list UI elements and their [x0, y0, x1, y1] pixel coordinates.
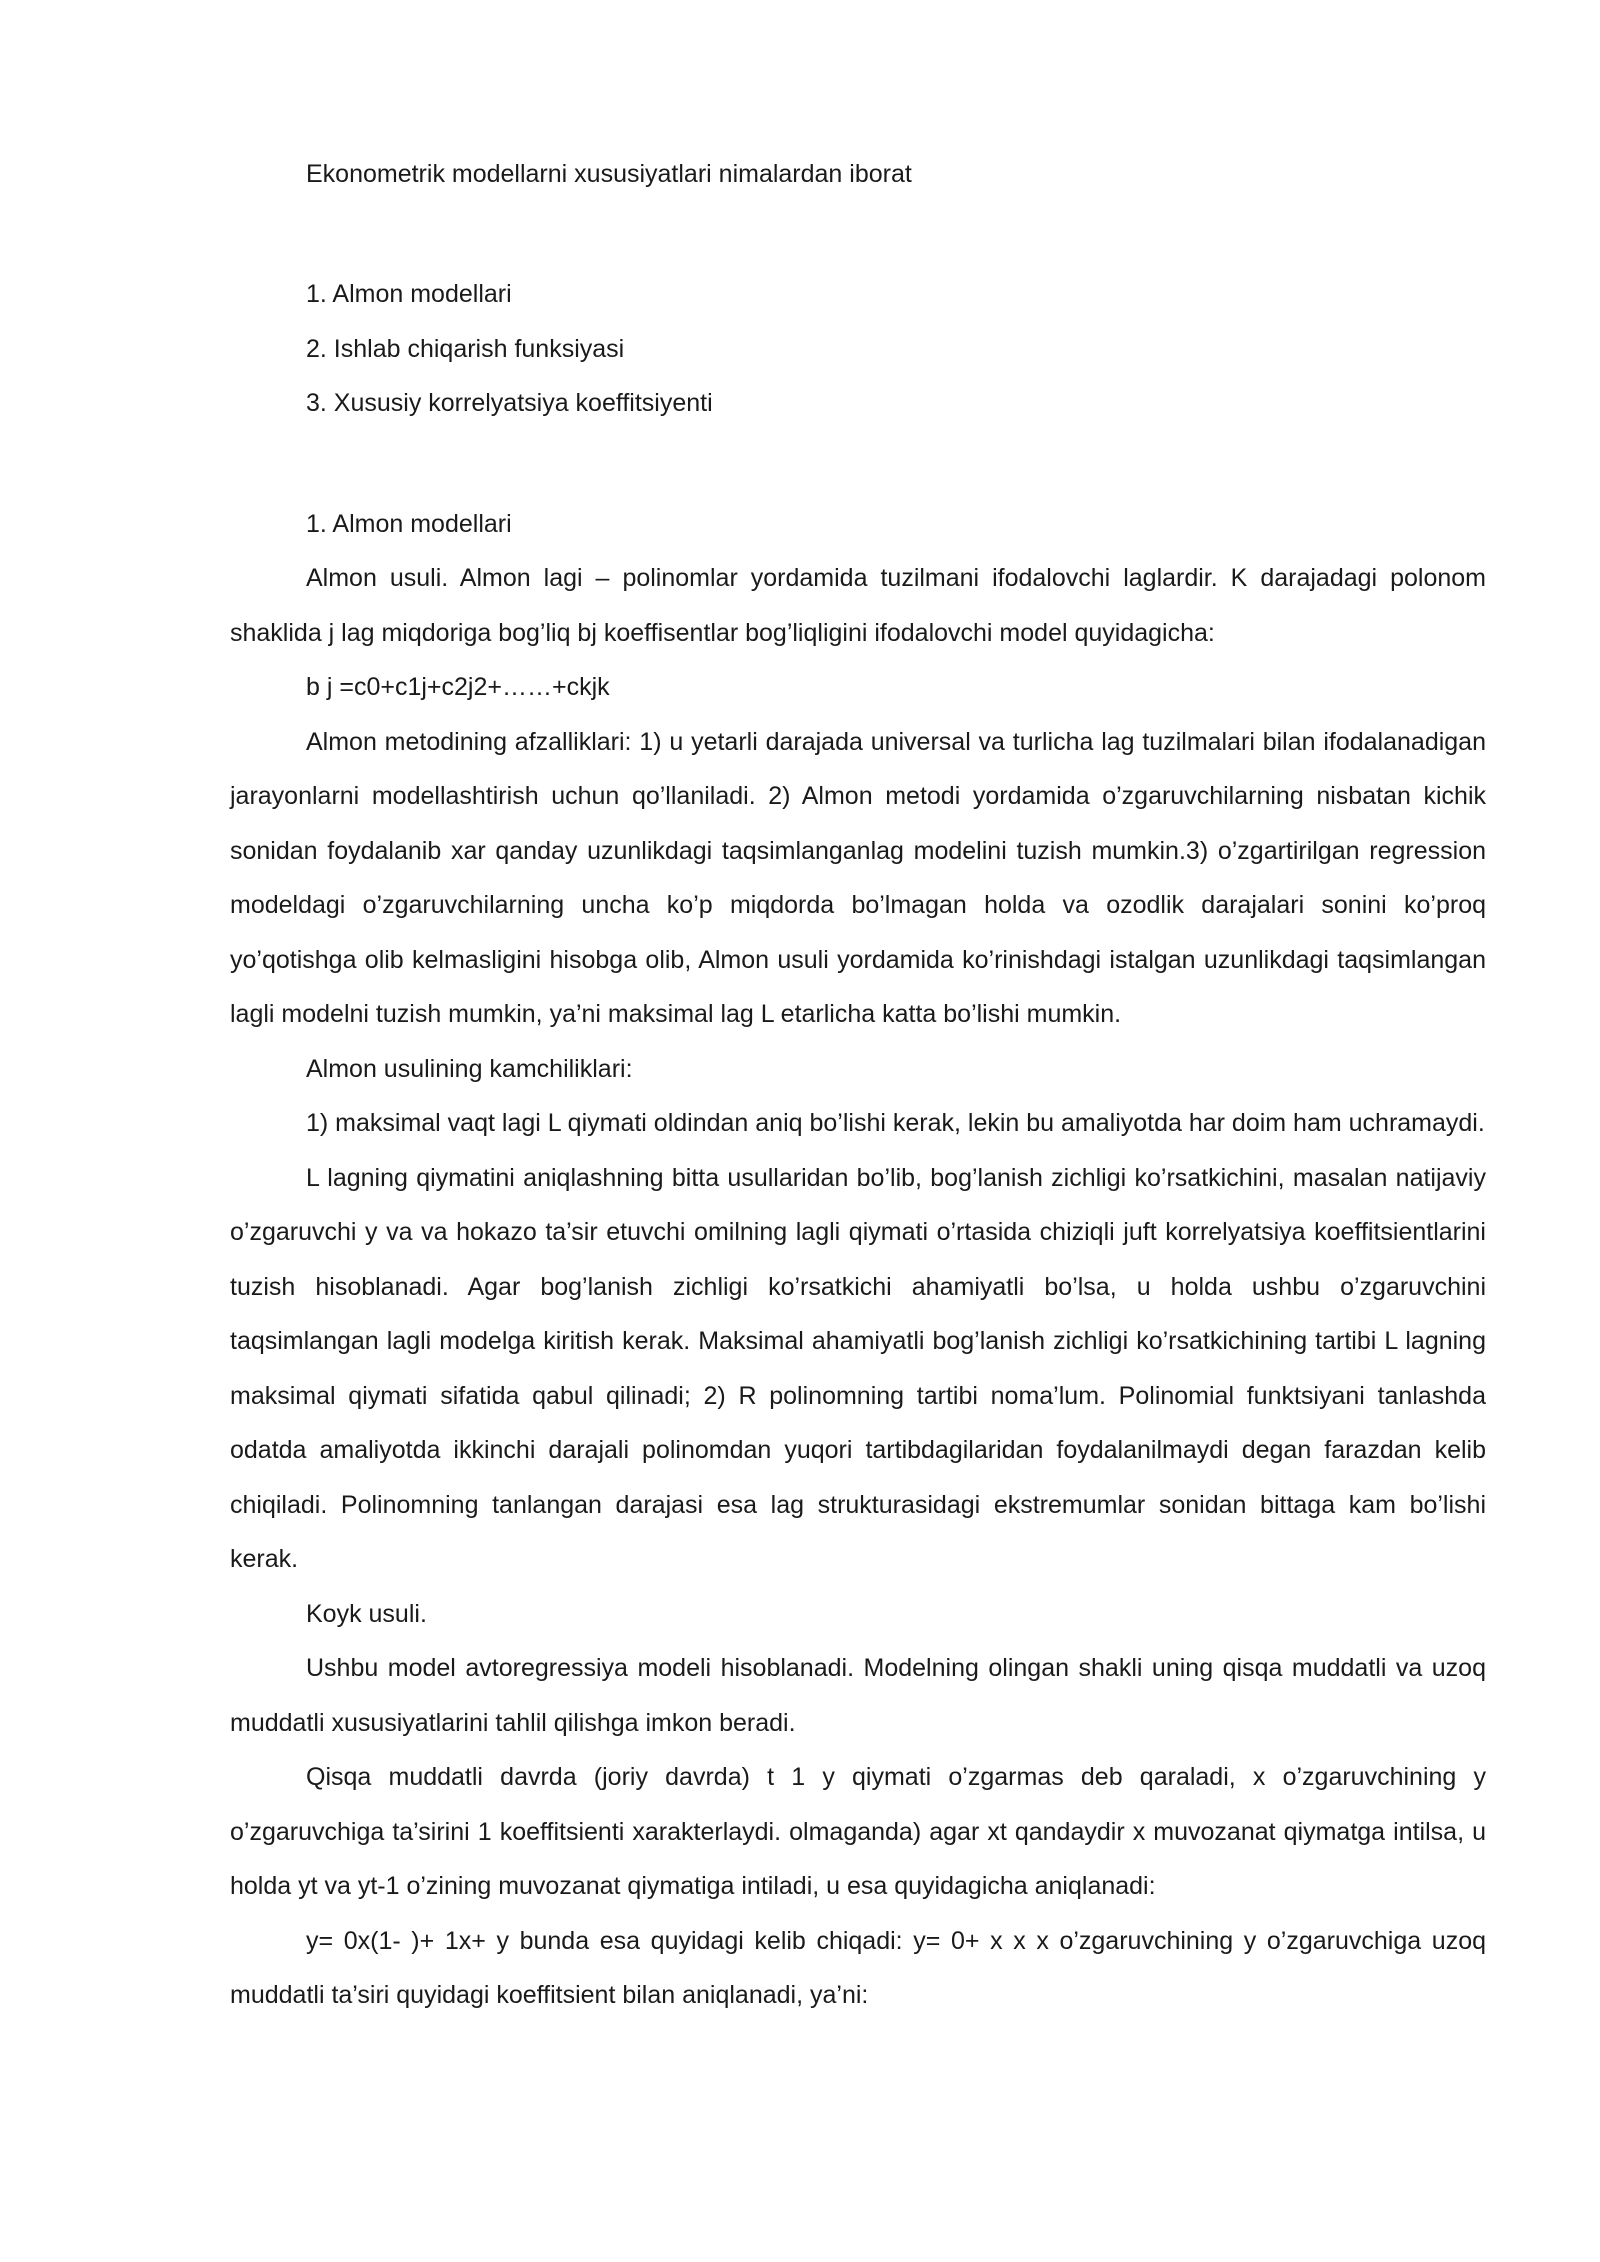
toc-item-1: 1. Almon modellari	[306, 280, 512, 308]
toc-item-2: 2. Ishlab chiqarish funksiyasi	[306, 334, 625, 363]
section-heading: 1. Almon modellari	[306, 509, 512, 538]
document-body	[230, 147, 1486, 2023]
paragraph-koyk-model: Ushbu model avtoregressiya modeli hisoblanadi. Modelning olingan shakli uning qisqa muddatli va uzoq muddatli xususiyatlarini tahlil qilishga imkon beradi.	[230, 1654, 1486, 1737]
paragraph-koyk-heading: Koyk usuli.	[306, 1599, 427, 1628]
paragraph-almon-advantages: Almon metodining afzalliklari: 1) u yetarli darajada universal va turlicha lag tuzilmalari bilan ifodalanadigan jarayonlarni modellashtirish uchun qo’llaniladi. 2) Almon metodi yordamida o’zgaruvchilarning nisbatan kichik sonidan foydalanib xar qanday uzunlikdagi taqsimlanganlag modelini tuzish mumkin.3) o’zgartirilgan regression modeldagi o’zgaruvchilarning uncha ko’p miqdorda bo’lmagan holda va ozodlik darajalari sonini ko’proq yo’qotishga olib kelmasligini hisobga olib, Almon usuli yordamida ko’rinishdagi istalgan uzunlikdagi taqsimlangan lagli modelni tuzish mumkin, ya’ni maksimal lag L etarlicha katta bo’lishi mumkin.	[230, 727, 1486, 1028]
formula-almon: b j =c0+c1j+c2j2+……+ckjk	[306, 673, 610, 701]
spacer	[230, 431, 1486, 497]
paragraph-almon-drawbacks-heading: Almon usulining kamchiliklari:	[306, 1054, 633, 1083]
toc-item-3: 3. Xususiy korrelyatsiya koeffitsiyenti	[306, 389, 713, 417]
document-title: Ekonometrik modellarni xususiyatlari nimalardan iborat	[306, 160, 912, 188]
paragraph-long-term: y= 0x(1- )+ 1x+ y bunda esa quyidagi kelib chiqadi: y= 0+ x x x o’zgaruvchining y o’zgaruvchiga uzoq muddatli ta’siri quyidagi koeffitsient bilan aniqlanadi, ya’ni:	[230, 1926, 1486, 2009]
paragraph-drawback-1: 1) maksimal vaqt lagi L qiymati oldindan aniq bo’lishi kerak, lekin bu amaliyotda har doim ham uchramaydi.	[306, 1109, 1485, 1137]
paragraph-almon-intro: Almon usuli. Almon lagi – polinomlar yordamida tuzilmani ifodalovchi laglardir. K darajadagi polonom shaklida j lag miqdoriga bog’liq bj koeffisentlar bog’liqligini ifodalovchi model quyidagicha:	[230, 564, 1486, 647]
spacer	[230, 201, 1486, 267]
paragraph-lag-value: L lagning qiymatini aniqlashning bitta usullaridan bo’lib, bog’lanish zichligi ko’rsatkichini, masalan natijaviy o’zgaruvchi y va va hokazo ta’sir etuvchi omilning lagli qiymati o’rtasida chiziqli juft korrelyatsiya koeffitsientlarini tuzish hisoblanadi. Agar bog’lanish zichligi ko’rsatkichi ahamiyatli bo’lsa, u holda ushbu o’zgaruvchini taqsimlangan lagli modelga kiritish kerak. Maksimal ahamiyatli bog’lanish zichligi ko’rsatkichining tartibi L lagning maksimal qiymati sifatida qabul qilinadi; 2) R polinomning tartibi noma’lum. Polinomial funktsiyani tanlashda odatda amaliyotda ikkinchi darajali polinomdan yuqori tartibdagilaridan foydalanilmaydi degan farazdan kelib chiqiladi. Polinomning tanlangan darajasi esa lag strukturasidagi ekstremumlar sonidan bittaga kam bo’lishi kerak.	[230, 1163, 1486, 1573]
paragraph-short-term: Qisqa muddatli davrda (joriy davrda) t 1 y qiymati o’zgarmas deb qaraladi, x o’zgaruvchining y o’zgaruvchiga ta’sirini 1 koeffitsienti xarakterlaydi. olmaganda) agar xt qandaydir x muvozanat qiymatga intilsa, u holda yt va yt-1 o’zining muvozanat qiymatiga intiladi, u esa quyidagicha aniqlanadi:	[230, 1763, 1486, 1900]
